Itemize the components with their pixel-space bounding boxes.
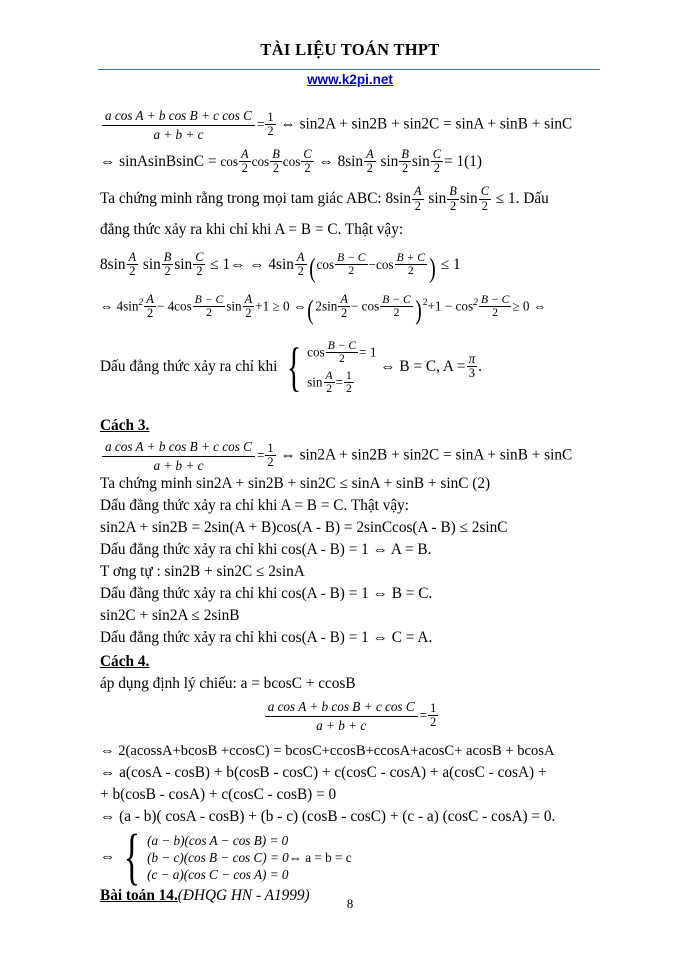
eight-sin: 8sin: [337, 153, 364, 171]
minus-sign: −: [368, 256, 376, 272]
fraction-denominator: 2: [241, 161, 248, 176]
fraction-denominator: 2: [402, 161, 409, 176]
equation-cach4-system: [100, 822, 602, 891]
paragraph-equality-condition: [100, 219, 602, 241]
equality-condition-label: Dấu đẳng thức xảy ra chỉ khi: [100, 358, 278, 376]
fraction-denominator: 2: [430, 715, 437, 730]
fraction-denominator: 2: [492, 306, 499, 320]
fraction-A-over-2: [412, 185, 424, 212]
website-link[interactable]: www.k2pi.net: [307, 72, 393, 87]
fraction-denominator: 2: [146, 305, 154, 320]
cach4-line: + b(cosB - cosA) + c(cosC - cosB) = 0: [100, 785, 337, 803]
cach3-line: T ơng tự : sin2B + sin2C ≤ 2sinA: [100, 563, 305, 581]
fraction-C-over-2: [193, 251, 205, 278]
iff-symbol: ⇔: [293, 298, 307, 314]
fraction-B-over-2: [447, 185, 459, 212]
cach3-line: sin2C + sin2A ≤ 2sinB: [100, 607, 240, 625]
fraction-numerator: A: [296, 249, 305, 264]
equation-6-result: ⇔ B = C, A =: [380, 358, 466, 376]
fraction-numerator: C: [195, 249, 204, 264]
fraction-numerator: a cos A + b cos B + c cos C: [102, 439, 255, 457]
cos-label: cos: [307, 344, 325, 360]
paren-open: (: [307, 294, 315, 325]
sin-label: sin: [411, 153, 430, 171]
fraction-one-half: [265, 111, 275, 138]
paren-open: (: [308, 252, 316, 283]
cach4-line: ⇔ a(cosA - cosB) + b(cosB - cosC) + c(cosC - cosA) + a(cosC - cosA) +: [100, 763, 547, 781]
fraction-numerator: B − C: [337, 250, 366, 264]
fraction-A-over-2: [324, 370, 335, 396]
left-brace-icon: {: [287, 337, 302, 398]
brace-system-3rows: [100, 822, 352, 891]
header-divider: [98, 69, 600, 70]
sin-label: sin: [226, 298, 242, 314]
equals-sign: =: [419, 708, 428, 724]
cach4-line: ⇔ (a - b)( cosA - cosB) + (b - c) (cosB - cosC) + (c - a) (cosC - cosA) = 0.: [100, 807, 556, 825]
cos-label: cos: [316, 256, 335, 272]
cos-label: cos: [220, 154, 239, 170]
fraction-B-over-2: [270, 148, 282, 175]
fraction-pi-over-3: [467, 352, 478, 380]
fraction-denominator: 2: [267, 455, 274, 470]
cach3-line: Ta chứng minh sin2A + sin2B + sin2C ≤ sinA + sinB + sinC (2): [100, 475, 491, 493]
section-cach-3: [100, 415, 602, 437]
two-sin: 2sin: [315, 298, 338, 314]
equation-cach3-rhs: sin2A + sin2B + sin2C = sinA + sinB + sinC: [299, 446, 573, 464]
fraction-numerator: B − C: [327, 339, 357, 353]
fraction-B-minus-C-over-2: [335, 252, 367, 278]
fraction-numerator: B − C: [194, 293, 224, 307]
fraction-numerator: B: [163, 249, 172, 264]
system-row-2-text: (b − c)(cos B − cos C) = 0: [147, 849, 289, 865]
iff-symbol: ⇔: [280, 115, 296, 133]
page-title: TÀI LIỆU TOÁN THPT: [260, 40, 440, 59]
equation-4: [100, 249, 602, 283]
problem-label: Bài toán 14.: [100, 887, 178, 905]
fraction-B-minus-C-over-2: [193, 294, 225, 320]
sin-label: sin: [174, 255, 193, 273]
fraction-denominator: 2: [393, 306, 400, 320]
fraction-A-over-2: [243, 293, 255, 320]
equation-cach4-main: [100, 699, 602, 733]
equation-2-tail: = 1(1): [444, 153, 482, 171]
sin-label: sin: [428, 190, 447, 208]
fraction-A-over-2: [295, 251, 307, 278]
fraction-numerator: C: [480, 184, 489, 199]
cach3-line: Dấu đẳng thức xảy ra chỉ khi A = B = C. Thật vậy:: [100, 497, 410, 515]
fraction-numerator: B + C: [396, 250, 425, 264]
minus-four-cos: − 4cos: [156, 298, 192, 314]
fraction-numerator: B: [272, 147, 280, 162]
superscript-2: 2: [473, 297, 478, 309]
fraction-A-over-2: [364, 148, 376, 175]
fraction-numerator: B: [401, 147, 409, 162]
iff-symbol: ⇔: [318, 153, 334, 171]
eight-sin: 8sin: [100, 255, 126, 273]
equation-2: [100, 148, 602, 175]
cach4-line: ⇔ 2(acossA+bcosB +ccosC) = bcosC+ccosB+ccosA+acosC+ acosB + bcosA: [100, 742, 555, 759]
iff-symbol: ⇔: [533, 298, 547, 314]
cos-label: cos: [251, 154, 270, 170]
system-rows: [307, 338, 376, 397]
fraction-numerator: B − C: [382, 293, 411, 307]
sin-label: sin: [380, 153, 399, 171]
equals-sign: =: [335, 374, 344, 390]
fraction-denominator: 2: [206, 306, 212, 320]
fraction-denominator: 2: [326, 382, 332, 396]
fraction-acosA-1: [102, 108, 255, 142]
fraction-denominator: 3: [468, 366, 475, 381]
fraction-acosA-2: [102, 439, 255, 473]
section-cach-4: [100, 651, 602, 673]
fraction-A-over-2: [239, 148, 251, 175]
fraction-B-minus-C-over-2: [479, 294, 511, 320]
fraction-B-plus-C-over-2: [395, 252, 427, 278]
fraction-numerator: 1: [267, 440, 274, 455]
iff-symbol: ⇔: [100, 848, 116, 866]
fraction-denominator: a + b + c: [153, 457, 204, 473]
fraction-denominator: 2: [129, 263, 136, 278]
fraction-A-over-2: [338, 293, 350, 320]
fraction-one-half: [265, 442, 275, 469]
fraction-denominator: 2: [339, 352, 345, 366]
fraction-numerator: B: [449, 184, 457, 199]
equals-sign: =: [256, 447, 265, 463]
system-conclusion: ⇔ a = b = c: [288, 849, 352, 865]
fraction-denominator: 2: [304, 161, 311, 176]
fraction-numerator: A: [128, 249, 137, 264]
fraction-numerator: A: [244, 291, 253, 306]
document-body: [100, 100, 602, 907]
fraction-acosA-3: [265, 699, 418, 733]
equation-4-tail: ≤ 1: [440, 255, 461, 273]
minus-cos: − cos: [350, 298, 380, 314]
paren-close: ): [429, 252, 436, 283]
fraction-numerator: 1: [346, 368, 352, 382]
fraction-numerator: 1: [267, 109, 274, 124]
cach3-line: Dấu đẳng thức xảy ra chỉ khi cos(A - B) = 1 ⇔ C = A.: [100, 629, 433, 647]
problem-source: (ĐHQG HN - A1999): [177, 887, 310, 905]
fraction-A-over-2: [144, 293, 156, 320]
fraction-denominator: 2: [414, 198, 421, 213]
cach3-line: sin2A + sin2B = 2sin(A + B)cos(A - B) = 2sinCcos(A - B) ≤ 2sinC: [100, 519, 508, 537]
brace-system-2rows: [281, 338, 376, 397]
fraction-B-over-2: [399, 148, 411, 175]
fraction-numerator: A: [325, 368, 333, 382]
fraction-denominator: 2: [407, 264, 414, 278]
claim-text-part-1: Ta chứng minh rằng trong mọi tam giác ABC: 8sin: [100, 190, 411, 208]
fraction-numerator: A: [241, 147, 249, 162]
fraction-denominator: 2: [341, 305, 348, 320]
paragraph-proof-claim: [100, 185, 602, 212]
fraction-B-over-2: [162, 251, 174, 278]
plus-one-minus-cos: +1 − cos: [427, 298, 474, 314]
claim-text-part-2: ≤ 1. Dấu: [495, 190, 549, 208]
equation-5: [100, 291, 602, 325]
fraction-C-over-2: [479, 185, 491, 212]
left-brace-icon: {: [123, 822, 141, 891]
equation-2-lead: ⇔ sinAsinBsinC =: [100, 153, 217, 171]
fraction-denominator: 2: [348, 264, 355, 278]
equality-condition-text: đẳng thức xảy ra khi chỉ khi A = B = C. Thật vậy:: [100, 220, 404, 238]
equation-4-mid: ≤ 1⇔ ⇔ 4sin: [210, 255, 294, 273]
superscript-2: 2: [138, 297, 144, 309]
sin-label: sin: [142, 255, 161, 273]
fraction-denominator: 2: [164, 263, 171, 278]
page-number: 8: [346, 896, 354, 911]
system-row-1: [307, 338, 376, 368]
fraction-denominator: 2: [196, 263, 203, 278]
paren-close: ): [414, 294, 422, 325]
iff-symbol: ⇔: [280, 446, 296, 464]
fraction-numerator: C: [303, 147, 312, 162]
cos-label: cos: [375, 256, 394, 272]
cos-label: cos: [282, 154, 301, 170]
system-row-3: (c − a)(cos C − cos A) = 0: [147, 867, 289, 883]
fraction-C-over-2: [431, 148, 443, 175]
fraction-A-over-2: [127, 251, 139, 278]
sin-label: sin: [459, 190, 478, 208]
fraction-denominator: 2: [346, 382, 352, 396]
fraction-numerator: A: [366, 147, 374, 162]
fraction-numerator: a cos A + b cos B + c cos C: [265, 699, 418, 717]
section-heading-cach-4: Cách 4.: [100, 653, 150, 671]
fraction-numerator: a cos A + b cos B + c cos C: [102, 108, 255, 126]
fraction-denominator: 2: [449, 198, 457, 213]
equals-one: = 1: [359, 344, 377, 360]
fraction-numerator: A: [414, 184, 422, 199]
fraction-C-over-2: [301, 148, 313, 175]
cach3-line: Dấu đẳng thức xảy ra chỉ khi cos(A - B) = 1 ⇔ A = B.: [100, 541, 432, 559]
period: .: [478, 358, 482, 376]
equation-6-system: [100, 338, 602, 397]
fraction-denominator: 2: [245, 305, 252, 320]
system-row-2: [147, 849, 352, 866]
sin-label: sin: [307, 374, 323, 390]
fraction-numerator: C: [432, 147, 442, 162]
equation-1-rhs: sin2A + sin2B + sin2C = sinA + sinB + sinC: [299, 115, 573, 133]
fraction-denominator: 2: [433, 161, 441, 176]
fraction-denominator: 2: [267, 123, 274, 138]
fraction-one-half: [428, 702, 438, 729]
fraction-numerator: π: [468, 351, 476, 367]
equation-1: [100, 108, 602, 142]
cach3-line: Dấu đẳng thức xảy ra chỉ khi cos(A - B) = 1 ⇔ B = C.: [100, 585, 433, 603]
fraction-numerator: A: [146, 291, 154, 306]
fraction-denominator: a + b + c: [316, 718, 367, 734]
fraction-B-minus-C-over-2: [380, 294, 412, 320]
fraction-numerator: 1: [430, 701, 437, 716]
equals-sign: =: [256, 116, 265, 132]
system-row-1: (a − b)(cos A − cos B) = 0: [147, 832, 289, 848]
fraction-numerator: A: [340, 291, 348, 306]
fraction-B-minus-C-over-2: [326, 340, 358, 366]
ge-zero: ≥ 0: [512, 298, 530, 314]
fraction-denominator: a + b + c: [153, 126, 204, 142]
equation-5-start: ⇔ 4sin: [100, 298, 139, 314]
fraction-one-half: [344, 370, 354, 396]
fraction-denominator: 2: [272, 161, 280, 176]
fraction-denominator: 2: [481, 198, 488, 213]
section-heading-cach-3: Cách 3.: [100, 417, 150, 435]
system-row-2: [307, 368, 376, 398]
equation-cach3-main: [100, 439, 602, 473]
fraction-denominator: 2: [366, 161, 373, 176]
superscript-2: 2: [422, 297, 428, 309]
fraction-numerator: B − C: [480, 293, 510, 307]
fraction-denominator: 2: [297, 263, 304, 278]
plus-one-ge-zero: +1 ≥ 0: [255, 298, 290, 314]
cach4-intro: áp dụng định lý chiếu: a = bcosC + ccosB: [100, 675, 356, 693]
system-rows: [147, 832, 352, 884]
